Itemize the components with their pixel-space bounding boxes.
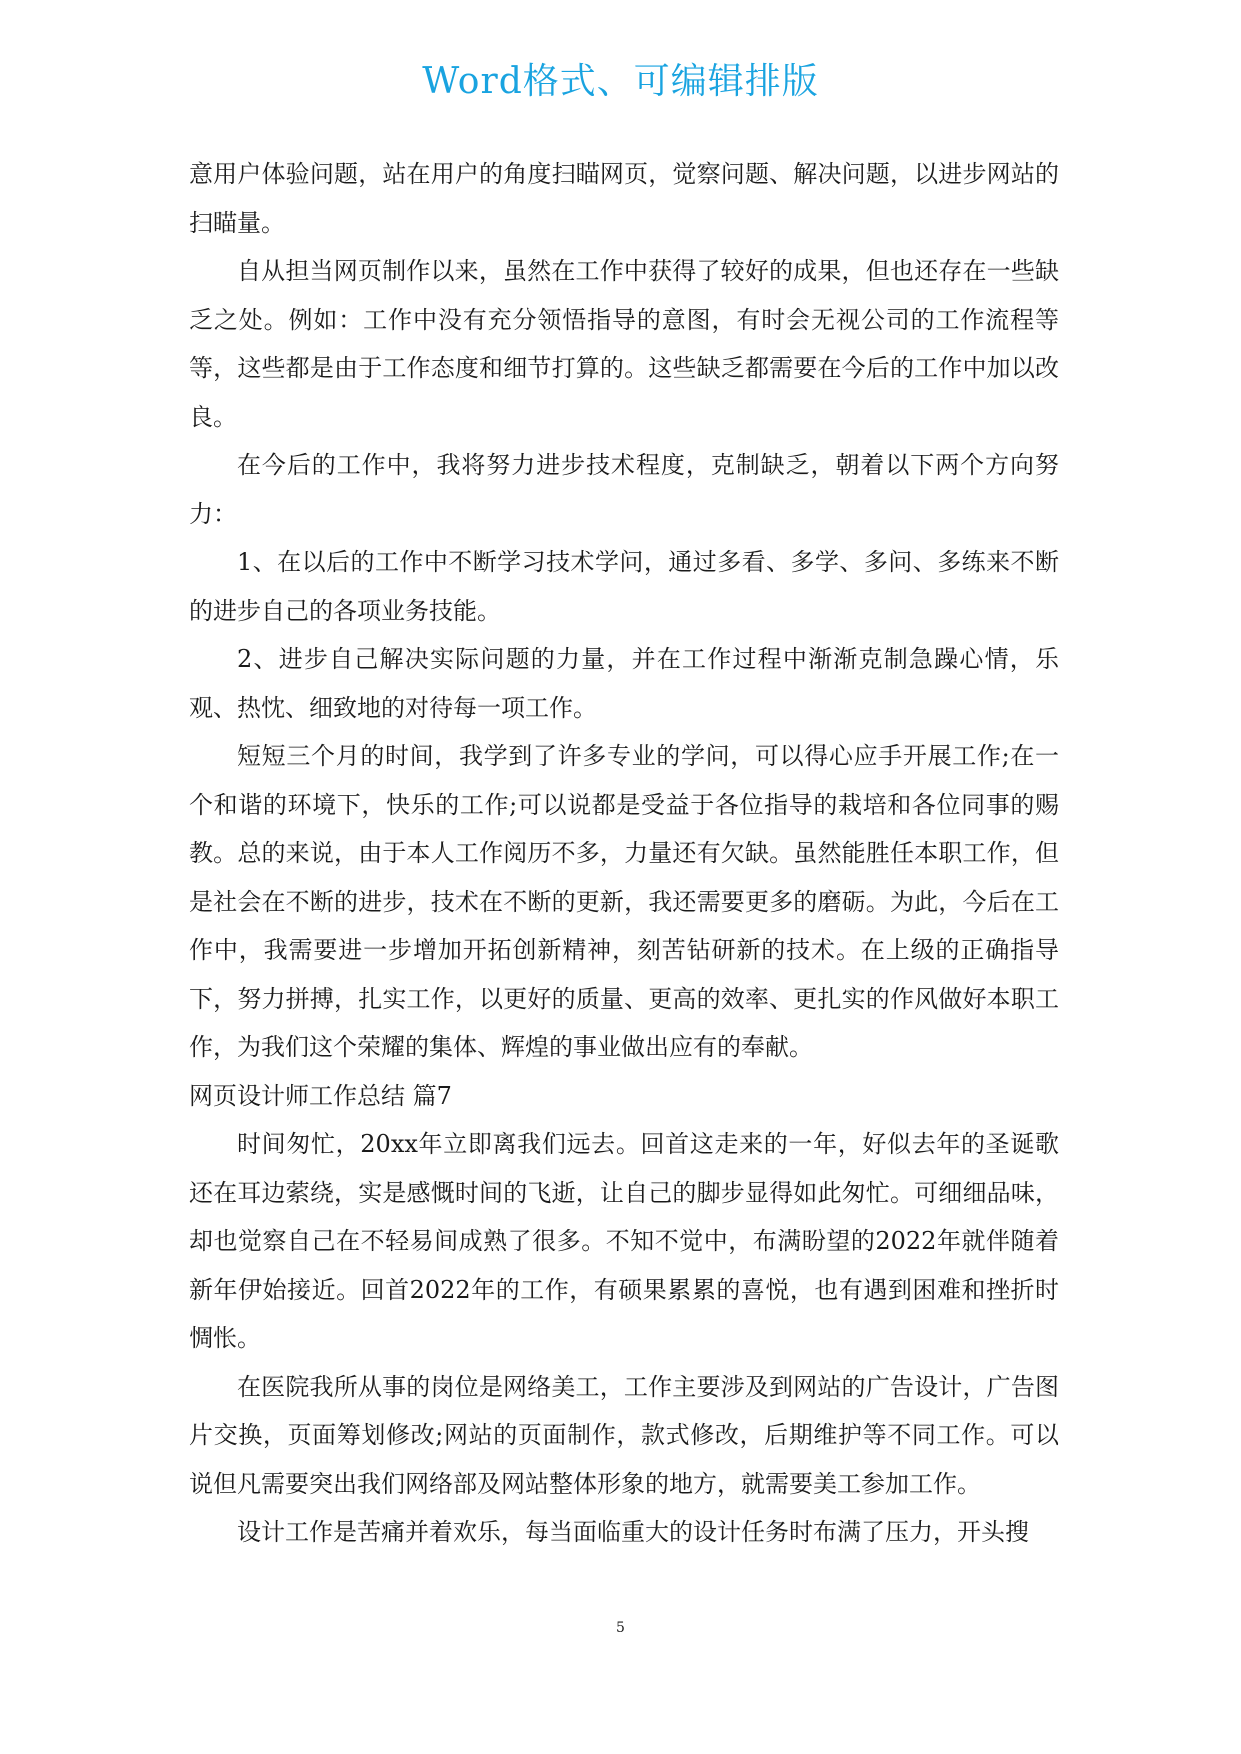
page-number: 5 xyxy=(616,1620,625,1636)
section-paragraph-3: 设计工作是苦痛并着欢乐，每当面临重大的设计任务时布满了压力，开头搜 xyxy=(237,1518,1029,1546)
paragraph-6: 短短三个月的时间，我学到了许多专业的学问，可以得心应手开展工作;在一个和谐的环境下，快乐的工作;可以说都是受益于各位指导的栽培和各位同事的赐教。总的来说，由于本人工作阅历不多，力量还有欠缺。虽然能胜任本职工作，但是社会在不断的进步，技术在不断的更新，我还需要更多的磨砺。为此，今后在工作中，我需要进一步增加开拓创新精神，刻苦钻研新的技术。在上级的正确指导下，努力拼搏，扎实工作，以更好的质量、更高的效率、更扎实的作风做好本职工作，为我们这个荣耀的集体、辉煌的事业做出应有的奉献。 xyxy=(189,742,1059,1061)
paragraph-3: 在今后的工作中，我将努力进步技术程度，克制缺乏，朝着以下两个方向努力： xyxy=(189,451,1059,528)
section-heading: 网页设计师工作总结 篇7 xyxy=(189,1081,452,1110)
header-title: Word格式、可编辑排版 xyxy=(422,61,819,102)
paragraph-4: 1、在以后的工作中不断学习技术学问，通过多看、多学、多问、多练来不断的进步自己的各项业务技能。 xyxy=(189,548,1059,625)
paragraph-1: 意用户体验问题，站在用户的角度扫瞄网页，觉察问题、解决问题，以进步网站的扫瞄量。 xyxy=(189,160,1059,237)
section-paragraph-1: 时间匆忙，20xx年立即离我们远去。回首这走来的一年，好似去年的圣诞歌还在耳边萦绕，实是感慨时间的飞逝，让自己的脚步显得如此匆忙。可细细品味，却也觉察自己在不轻易间成熟了很多。不知不觉中，布满盼望的2022年就伴随着新年伊始接近。回首2022年的工作，有硕果累累的喜悦，也有遇到困难和挫折时惆怅。 xyxy=(189,1130,1059,1352)
paragraph-2: 自从担当网页制作以来，虽然在工作中获得了较好的成果，但也还存在一些缺乏之处。例如：工作中没有充分领悟指导的意图，有时会无视公司的工作流程等等，这些都是由于工作态度和细节打算的。这些缺乏都需要在今后的工作中加以改良。 xyxy=(189,257,1059,431)
paragraph-5: 2、进步自己解决实际问题的力量，并在工作过程中渐渐克制急躁心情，乐观、热忱、细致地的对待每一项工作。 xyxy=(189,645,1059,722)
document-body xyxy=(189,150,1059,1557)
section-paragraph-2: 在医院我所从事的岗位是网络美工，工作主要涉及到网站的广告设计，广告图片交换，页面筹划修改;网站的页面制作，款式修改，后期维护等不同工作。可以说但凡需要突出我们网络部及网站整体形象的地方，就需要美工参加工作。 xyxy=(189,1372,1059,1498)
